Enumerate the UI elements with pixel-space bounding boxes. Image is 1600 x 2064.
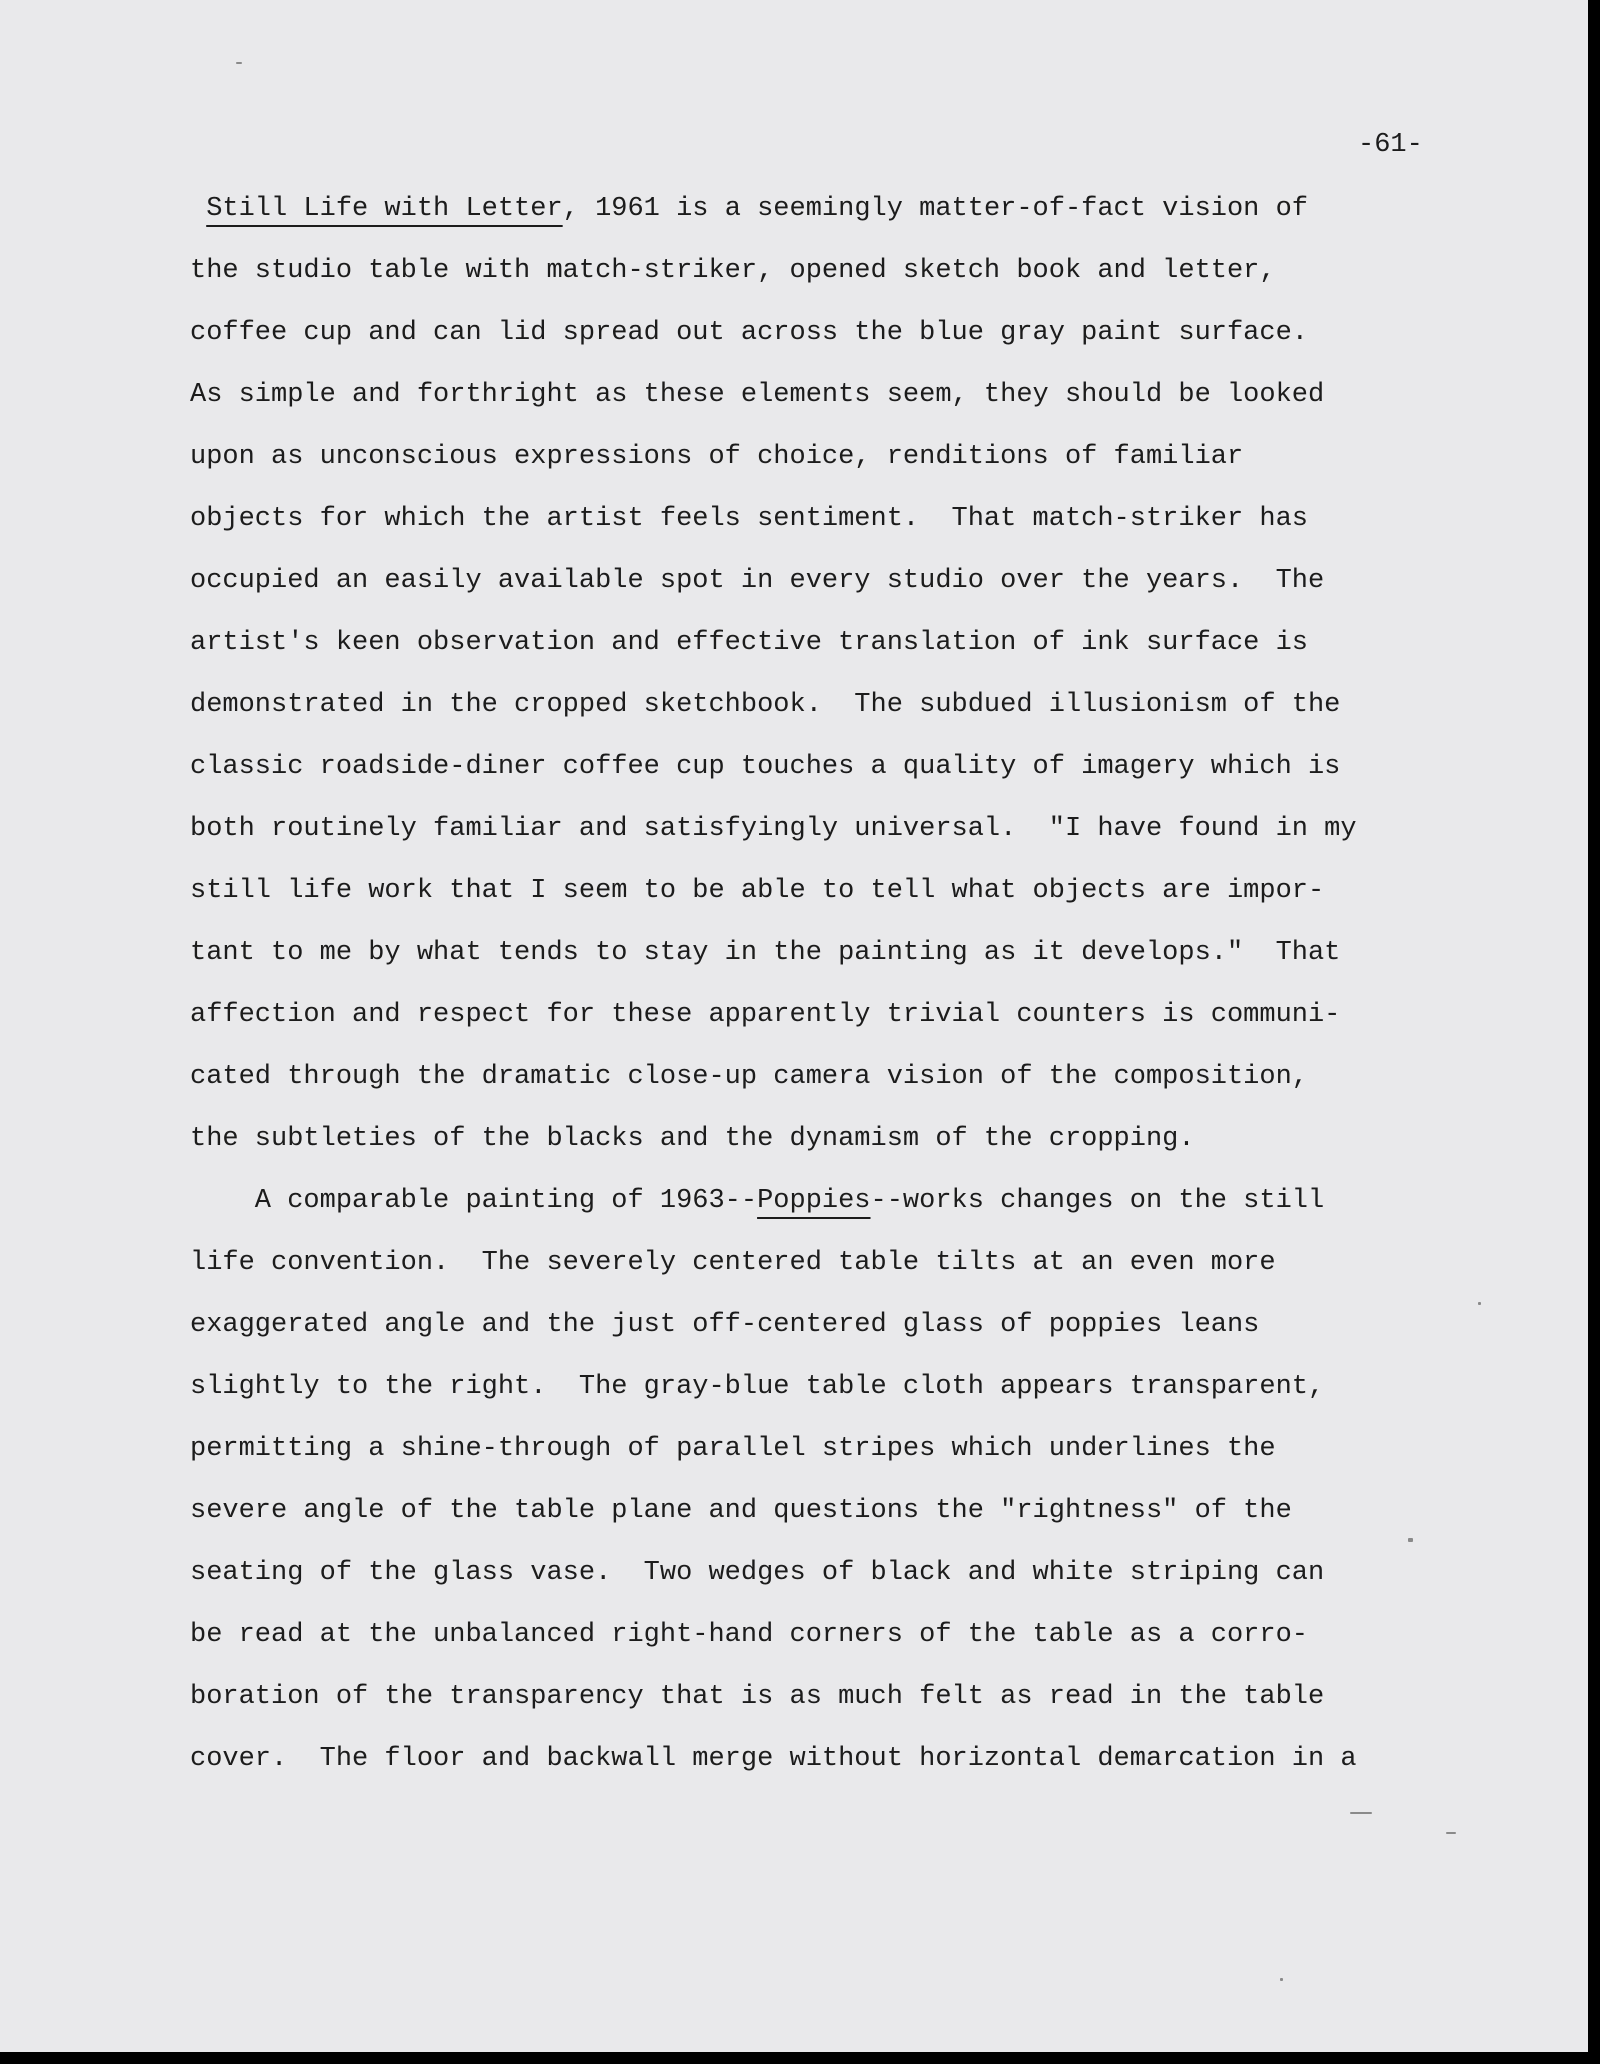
text-line: permitting a shine-through of parallel stripes which underlines the	[190, 1434, 1276, 1464]
artwork-title-underlined: Poppies	[757, 1186, 871, 1216]
text-line: objects for which the artist feels sentiment. That match-striker has	[190, 504, 1308, 534]
text-line: affection and respect for these apparently trivial counters is communi-	[190, 1000, 1341, 1030]
artwork-title-underlined: Still Life with Letter	[206, 194, 563, 224]
text-line: the subtleties of the blacks and the dynamism of the cropping.	[190, 1124, 1195, 1154]
text-line: be read at the unbalanced right-hand corners of the table as a corro-	[190, 1620, 1308, 1650]
text-line: tant to me by what tends to stay in the painting as it develops." That	[190, 938, 1341, 968]
text-line: artist's keen observation and effective translation of ink surface is	[190, 628, 1308, 658]
text-line: boration of the transparency that is as much felt as read in the table	[190, 1682, 1325, 1712]
text-line: exaggerated angle and the just off-centered glass of poppies leans	[190, 1310, 1260, 1340]
text-line: severe angle of the table plane and questions the "rightness" of the	[190, 1496, 1292, 1526]
scan-speck	[1478, 1302, 1481, 1305]
text-line: occupied an easily available spot in every studio over the years. The	[190, 566, 1325, 596]
text-line: life convention. The severely centered table tilts at an even more	[190, 1248, 1276, 1278]
page-number: -61-	[1358, 130, 1423, 160]
text-line: still life work that I seem to be able to tell what objects are impor-	[190, 876, 1325, 906]
scan-speck	[1446, 1832, 1456, 1834]
text-line: coffee cup and can lid spread out across the blue gray paint surface.	[190, 318, 1308, 348]
text-line: Still Life with Letter, 1961 is a seemingly matter-of-fact vision of	[206, 194, 1308, 224]
text-line: cated through the dramatic close-up camera vision of the composition,	[190, 1062, 1308, 1092]
text-line: slightly to the right. The gray-blue table cloth appears transparent,	[190, 1372, 1325, 1402]
scan-speck	[1280, 1978, 1283, 1981]
scan-speck	[236, 62, 242, 64]
text-line: both routinely familiar and satisfyingly universal. "I have found in my	[190, 814, 1357, 844]
scan-speck	[1408, 1538, 1413, 1542]
body-text	[190, 188, 1450, 1800]
text-line: the studio table with match-striker, opened sketch book and letter,	[190, 256, 1276, 286]
text-line: A comparable painting of 1963--Poppies--works changes on the still	[190, 1186, 1325, 1216]
text-line: cover. The floor and backwall merge without horizontal demarcation in a	[190, 1744, 1357, 1774]
text-line: demonstrated in the cropped sketchbook. The subdued illusionism of the	[190, 690, 1341, 720]
text-line: upon as unconscious expressions of choice, renditions of familiar	[190, 442, 1244, 472]
text-line: classic roadside-diner coffee cup touches a quality of imagery which is	[190, 752, 1341, 782]
scan-speck	[1350, 1812, 1372, 1814]
text-line: As simple and forthright as these elements seem, they should be looked	[190, 380, 1325, 410]
text-line: seating of the glass vase. Two wedges of black and white striping can	[190, 1558, 1325, 1588]
